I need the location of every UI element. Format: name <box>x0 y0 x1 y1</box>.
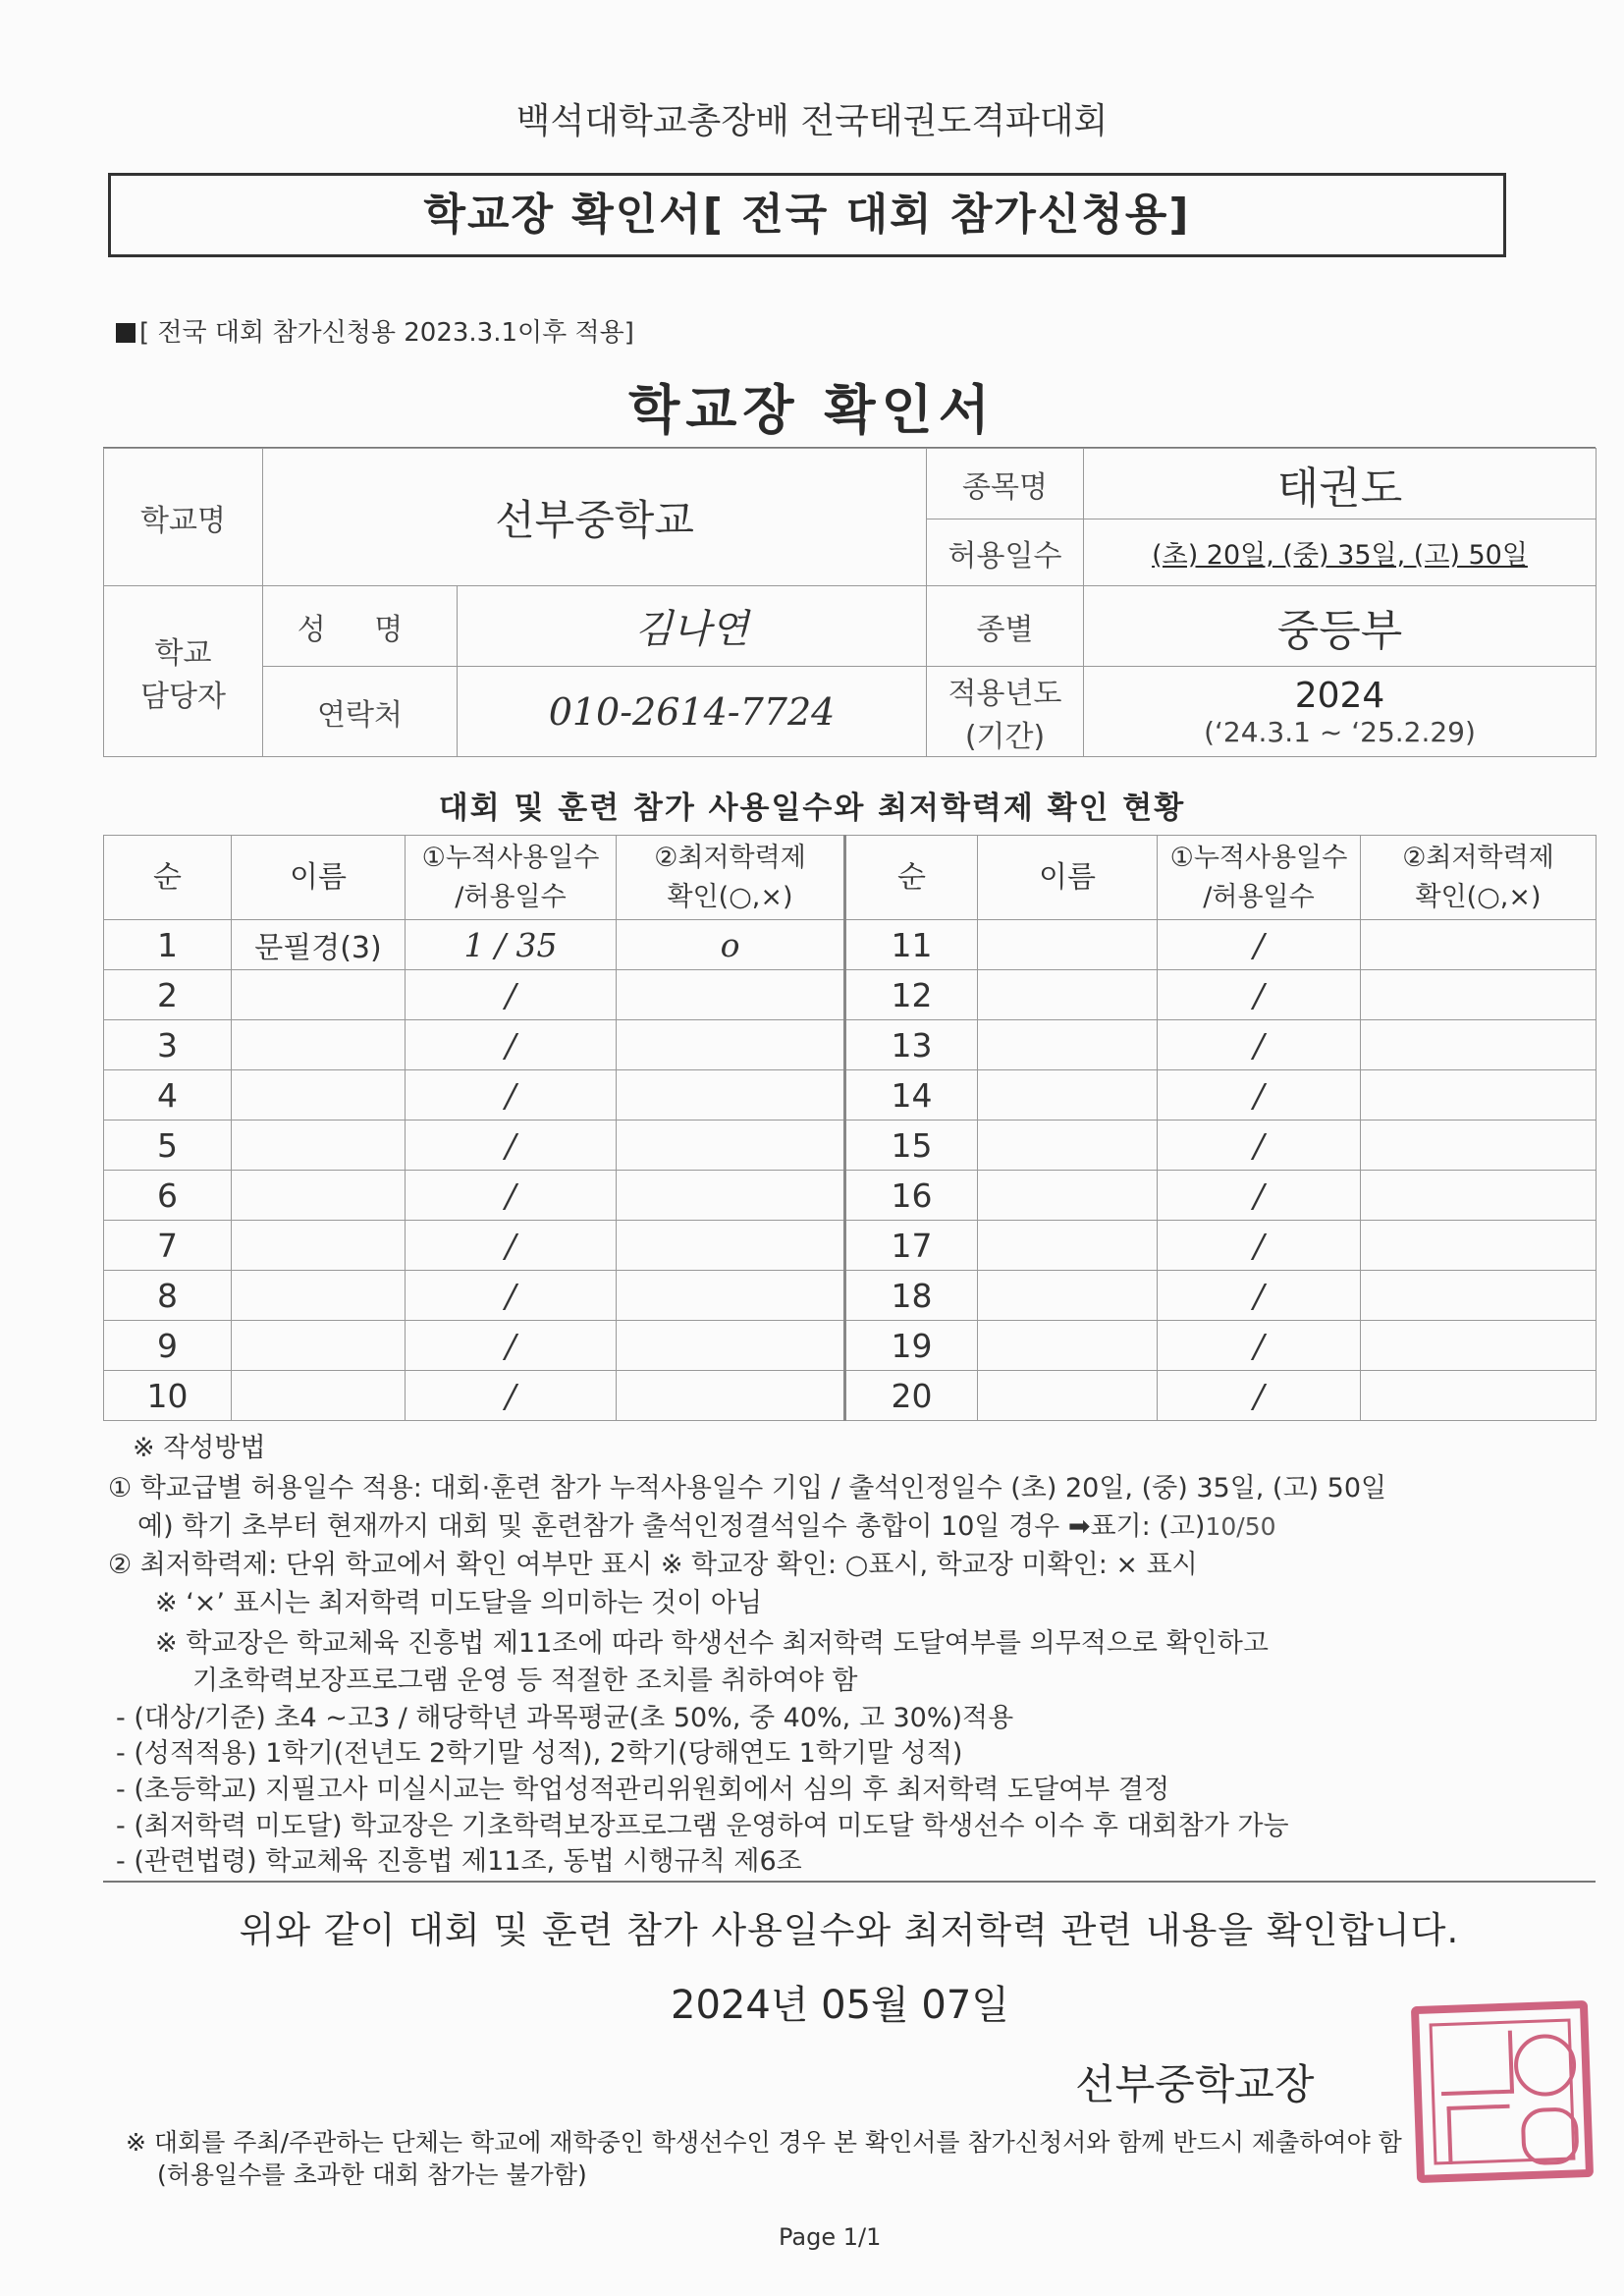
school-label: 학교명 <box>104 449 263 586</box>
row-name <box>978 1271 1158 1321</box>
row-min <box>617 1271 845 1321</box>
row-min <box>1361 1221 1597 1271</box>
division-label: 종별 <box>927 586 1084 667</box>
row-no: 18 <box>845 1271 978 1321</box>
row-min <box>617 1020 845 1070</box>
signer: 선부중학교장 <box>1075 2060 1315 2108</box>
division-value: 중등부 <box>1084 586 1597 667</box>
col-min: ②최저학력제 확인(○,×) <box>617 836 845 920</box>
row-no: 12 <box>845 970 978 1020</box>
row-days: / <box>1158 970 1361 1020</box>
row-days: / <box>406 1221 617 1271</box>
table-row <box>104 1121 1597 1171</box>
row-no: 6 <box>104 1171 232 1221</box>
name-value: 김나연 <box>458 586 927 667</box>
row-days: / <box>406 970 617 1020</box>
allowed-value: (초) 20일, (중) 35일, (고) 50일 <box>1084 519 1597 586</box>
col-no: 순 <box>104 836 232 920</box>
row-name <box>232 1070 406 1121</box>
row-name <box>232 970 406 1020</box>
footnote-1: ※ 대회를 주최/주관하는 단체는 학교에 재학중인 학생선수인 경우 본 확인서를 참가신청서와 함께 반드시 제출하여야 함 <box>126 2128 1402 2157</box>
row-min <box>1361 1171 1597 1221</box>
row-days: / <box>406 1121 617 1171</box>
contact-group-label: 학교 담당자 <box>104 586 263 757</box>
row-name <box>978 920 1158 970</box>
row-min <box>617 970 845 1020</box>
detail-1: - (대상/기준) 초4 ~고3 / 해당학년 과목평균(초 50%, 중 40%, 고 30%)적용 <box>116 1703 1014 1733</box>
col-no: 순 <box>845 836 978 920</box>
row-days: / <box>406 1171 617 1221</box>
row-min <box>1361 1070 1597 1121</box>
row-min <box>1361 1271 1597 1321</box>
note-2: ② 최저학력제: 단위 학교에서 확인 여부만 표시 ※ 학교장 확인: ○표시, 학교장 미확인: × 표시 <box>108 1550 1198 1580</box>
row-min <box>1361 1121 1597 1171</box>
row-no: 17 <box>845 1221 978 1271</box>
row-name <box>978 1171 1158 1221</box>
row-days: / <box>1158 1371 1361 1421</box>
row-days: / <box>1158 1221 1361 1271</box>
notes-heading: ※ 작성방법 <box>133 1433 266 1463</box>
usage-table <box>103 835 1597 1421</box>
event-title: 백석대학교총장배 전국태권도격파대회 <box>515 101 1109 141</box>
row-name <box>978 1321 1158 1371</box>
row-min <box>1361 920 1597 970</box>
detail-5: - (관련법령) 학교체육 진흥법 제11조, 동법 시행규칙 제6조 <box>116 1846 802 1877</box>
detail-2: - (성적적용) 1학기(전년도 2학기말 성적), 2학기(당해연도 1학기말 성적) <box>116 1738 963 1769</box>
title-box <box>108 173 1506 257</box>
school-value: 선부중학교 <box>263 449 927 586</box>
row-name <box>232 1121 406 1171</box>
row-min <box>617 1171 845 1221</box>
row-name <box>978 970 1158 1020</box>
table-row <box>104 920 1597 970</box>
row-days: / <box>1158 1070 1361 1121</box>
row-name <box>978 1371 1158 1421</box>
row-min <box>1361 1020 1597 1070</box>
row-no: 10 <box>104 1371 232 1421</box>
detail-4: - (최저학력 미도달) 학교장은 기초학력보장프로그램 운영하여 미도달 학생선수 이수 후 대회참가 가능 <box>116 1811 1289 1841</box>
phone-value: 010-2614-7724 <box>458 667 927 757</box>
allowed-label: 허용일수 <box>927 519 1084 586</box>
footnote-2: (허용일수를 초과한 대회 참가는 불가함) <box>157 2160 587 2189</box>
phone-label: 연락처 <box>263 667 458 757</box>
row-days: / <box>406 1271 617 1321</box>
table-row <box>104 1271 1597 1321</box>
row-name <box>232 1171 406 1221</box>
row-no: 4 <box>104 1070 232 1121</box>
col-days: ①누적사용일수 /허용일수 <box>406 836 617 920</box>
row-min <box>1361 1371 1597 1421</box>
row-no: 5 <box>104 1121 232 1171</box>
table-row <box>104 1070 1597 1121</box>
section-title: 대회 및 훈련 참가 사용일수와 최저학력제 확인 현황 <box>438 791 1186 826</box>
row-min <box>617 1371 845 1421</box>
col-name: 이름 <box>978 836 1158 920</box>
note-2-sub2-cont: 기초학력보장프로그램 운영 등 적절한 조치를 취하여야 함 <box>192 1666 858 1696</box>
info-table <box>103 448 1597 757</box>
row-no: 11 <box>845 920 978 970</box>
row-days: / <box>406 1321 617 1371</box>
col-name: 이름 <box>232 836 406 920</box>
row-no: 15 <box>845 1121 978 1171</box>
row-min <box>617 1070 845 1121</box>
row-no: 13 <box>845 1020 978 1070</box>
row-no: 3 <box>104 1020 232 1070</box>
table-row <box>104 970 1597 1020</box>
row-name: 문필경(3) <box>232 920 406 970</box>
doc-title: 학교장 확인서 <box>628 379 996 441</box>
row-days: / <box>1158 1020 1361 1070</box>
table-row <box>104 1221 1597 1271</box>
row-no: 9 <box>104 1321 232 1371</box>
note-1-example: 예) 학기 초부터 현재까지 대회 및 훈련참가 출석인정결석일수 총합이 10일 경우 ➡표기: (고)10/50 <box>137 1511 1276 1542</box>
row-no: 1 <box>104 920 232 970</box>
row-name <box>232 1371 406 1421</box>
page-label: Page 1/1 <box>779 2223 882 2251</box>
table-row <box>104 1171 1597 1221</box>
year-value: 2024 (‘24.3.1 ~ ‘25.2.29) <box>1084 667 1597 757</box>
row-days: / <box>1158 920 1361 970</box>
note-2-sub2: ※ 학교장은 학교체육 진흥법 제11조에 따라 학생선수 최저학력 도달여부를 의무적으로 확인하고 <box>155 1628 1269 1659</box>
row-name <box>232 1020 406 1070</box>
row-no: 20 <box>845 1371 978 1421</box>
detail-3: - (초등학교) 지필고사 미실시교는 학업성적관리위원회에서 심의 후 최저학력 도달여부 결정 <box>116 1775 1170 1805</box>
note-2-sub1: ※ ‘×’ 표시는 최저학력 미도달을 의미하는 것이 아님 <box>155 1588 763 1618</box>
table-row <box>104 1020 1597 1070</box>
row-days: / <box>1158 1121 1361 1171</box>
sport-label: 종목명 <box>927 449 1084 519</box>
row-min <box>1361 1321 1597 1371</box>
row-days: / <box>1158 1171 1361 1221</box>
row-min <box>617 1221 845 1271</box>
row-name <box>232 1321 406 1371</box>
row-days: / <box>1158 1271 1361 1321</box>
year-label: 적용년도 (기간) <box>927 667 1084 757</box>
sport-value: 태권도 <box>1084 449 1597 519</box>
row-no: 7 <box>104 1221 232 1271</box>
row-no: 8 <box>104 1271 232 1321</box>
row-days: / <box>406 1371 617 1421</box>
row-min <box>617 1121 845 1171</box>
name-label: 성 명 <box>263 586 458 667</box>
row-no: 14 <box>845 1070 978 1121</box>
row-days: 1 / 35 <box>406 920 617 970</box>
table-row <box>104 1371 1597 1421</box>
square-bullet-icon <box>116 323 135 343</box>
confirm-text: 위와 같이 대회 및 훈련 참가 사용일수와 최저학력 관련 내용을 확인합니다. <box>239 1909 1460 1951</box>
row-name <box>232 1221 406 1271</box>
row-name <box>978 1020 1158 1070</box>
row-name <box>232 1271 406 1321</box>
row-no: 2 <box>104 970 232 1020</box>
row-min: o <box>617 920 845 970</box>
box-title: 학교장 확인서[ 전국 대회 참가신청용] <box>423 190 1191 240</box>
usage-note: [ 전국 대회 참가신청용 2023.3.1이후 적용] <box>116 312 634 349</box>
row-days: / <box>1158 1321 1361 1371</box>
col-days: ①누적사용일수 /허용일수 <box>1158 836 1361 920</box>
row-min <box>1361 970 1597 1020</box>
row-name <box>978 1070 1158 1121</box>
row-days: / <box>406 1070 617 1121</box>
note-1: ① 학교급별 허용일수 적용: 대회·훈련 참가 누적사용일수 기입 / 출석인정일수 (초) 20일, (중) 35일, (고) 50일 <box>108 1473 1387 1503</box>
school-seal <box>1411 2000 1594 2183</box>
row-no: 16 <box>845 1171 978 1221</box>
col-min: ②최저학력제 확인(○,×) <box>1361 836 1597 920</box>
row-no: 19 <box>845 1321 978 1371</box>
row-min <box>617 1321 845 1371</box>
row-name <box>978 1221 1158 1271</box>
row-name <box>978 1121 1158 1171</box>
row-days: / <box>406 1020 617 1070</box>
date: 2024년 05월 07일 <box>671 1983 1009 2028</box>
table-row <box>104 1321 1597 1371</box>
